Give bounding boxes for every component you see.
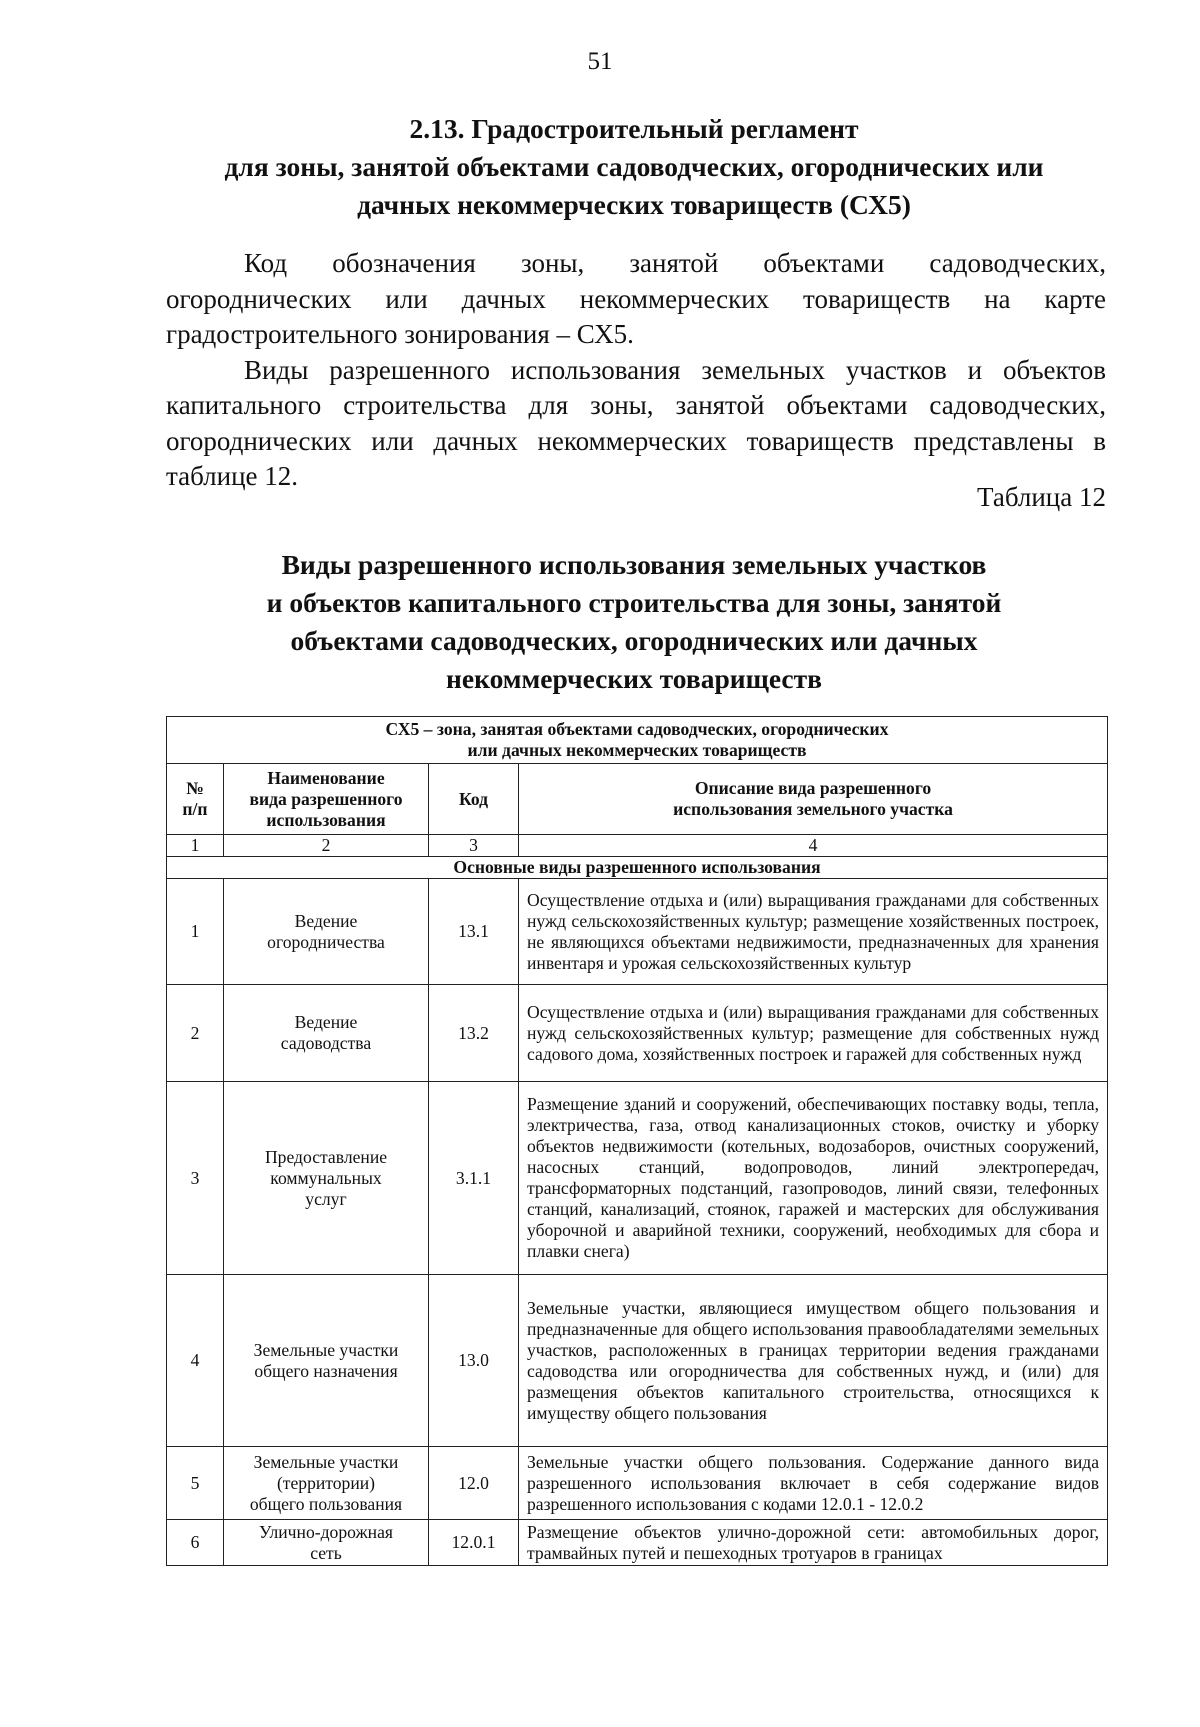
table-title-line: объектами садоводческих, огороднических или дачных [290, 625, 978, 656]
row-name-line: Земельные участки [253, 1339, 399, 1360]
row-description: Осуществление отдыха и (или) выращивания гражданами для собственных нужд сельскохозяйственных культур; размещение хозяйственных построек, не являющихся объектами недвижимости, предназначенных для хранения инвентаря и урожая сельскохозяйственных культур [519, 879, 1108, 985]
row-name-line: садоводства [280, 1033, 372, 1053]
zone-header-line: СХ5 – зона, занятая объектами садоводческих, огороднических [385, 719, 889, 739]
row-description: Размещение зданий и сооружений, обеспечивающих поставку воды, тепла, электричества, газа, отвод канализационных стоков, очистку и уборку объектов недвижимости (котельных, водозаборов, очистных сооружений, насосных станций, водопроводов, линий электропередач, трансформаторных подстанций, газопроводов, линий связи, телефонных станций, канализаций, стоянок, гаражей и мастерских для обслуживания уборочной и аварийной техники, сооружений, необходимых для сбора и плавки снега) [519, 1082, 1108, 1275]
zone-header-row [167, 717, 1108, 764]
header-line: вида разрешенного [249, 788, 403, 809]
row-code: 13.1 [429, 879, 519, 985]
column-number: 4 [519, 835, 1108, 857]
row-name-line: коммунальных [270, 1167, 382, 1188]
header-line: п/п [182, 799, 208, 819]
header-line: Код [458, 788, 489, 809]
row-name-line: (территории) [276, 1472, 376, 1493]
row-code: 12.0 [429, 1447, 519, 1520]
column-number: 3 [429, 835, 519, 857]
row-name [224, 879, 429, 985]
header-line: Описание вида разрешенного [694, 778, 932, 798]
group-label: Основные виды разрешенного использования [167, 857, 1108, 879]
column-header-description [519, 764, 1108, 835]
row-number: 3 [167, 1082, 224, 1275]
column-number: 2 [224, 835, 429, 857]
row-number: 6 [167, 1520, 224, 1566]
header-line: Наименование [267, 767, 385, 788]
paragraph-zone-code: Код обозначения зоны, занятой объектами садоводческих, огороднических или дачных некоммерческих товариществ на карте градостроительного зонирования – СХ5. [166, 248, 1106, 349]
column-number: 1 [167, 835, 224, 857]
row-name-line: общего пользования [249, 1493, 403, 1514]
row-name [224, 1275, 429, 1447]
column-number-row [167, 835, 1108, 857]
table-title-line: и объектов капитального строительства для зоны, занятой [266, 587, 1002, 618]
row-number: 4 [167, 1275, 224, 1447]
page-number: 51 [587, 48, 613, 75]
header-line: № [186, 778, 204, 798]
row-number: 1 [167, 879, 224, 985]
row-name-line: Ведение [294, 910, 358, 931]
header-line: использования [266, 809, 386, 830]
table-title-line: некоммерческих товариществ [446, 663, 822, 694]
row-name [224, 1082, 429, 1275]
column-header-name [224, 764, 429, 835]
paragraph-permitted-uses: Виды разрешенного использования земельных участков и объектов капитального строительства для зоны, занятой объектами садоводческих, огороднических или дачных некоммерческих товариществ представлены в таблице 12. [166, 354, 1106, 491]
row-name-line: Улично-дорожная [259, 1521, 393, 1542]
section-title-line: для зоны, занятой объектами садоводческих, огороднических или [224, 151, 1044, 182]
row-number: 5 [167, 1447, 224, 1520]
column-header-code [429, 764, 519, 835]
row-number: 2 [167, 985, 224, 1082]
row-description: Осуществление отдыха и (или) выращивания гражданами для собственных нужд сельскохозяйственных культур; размещение для собственных нужд садового дома, хозяйственных построек и гаражей для собственных нужд [519, 985, 1108, 1082]
table-row [167, 1275, 1108, 1447]
row-name-line: услуг [305, 1188, 347, 1209]
table-title-line: Виды разрешенного использования земельных участков [281, 549, 987, 580]
row-name-line: Ведение [294, 1012, 358, 1032]
row-name [224, 1520, 429, 1566]
row-name-line: сеть [310, 1542, 342, 1563]
section-title-line: 2.13. Градостроительный регламент [409, 113, 859, 144]
table-title [160, 546, 1108, 698]
row-name-line: Земельные участки [253, 1451, 399, 1472]
row-name-line: общего назначения [254, 1360, 398, 1381]
row-name [224, 1447, 429, 1520]
table-row [167, 1082, 1108, 1275]
row-code: 12.0.1 [429, 1520, 519, 1566]
table-row [167, 985, 1108, 1082]
section-title-line: дачных некоммерческих товариществ (СХ5) [357, 189, 911, 220]
zone-header-cell [167, 717, 1108, 764]
zone-header-line: или дачных некоммерческих товариществ [467, 740, 807, 760]
row-code: 3.1.1 [429, 1082, 519, 1275]
header-line: использования земельного участка [673, 799, 953, 819]
group-row [167, 857, 1108, 879]
table-row [167, 1447, 1108, 1520]
row-name [224, 985, 429, 1082]
row-name-line: Предоставление [264, 1146, 388, 1167]
table-row [167, 879, 1108, 985]
body-paragraphs [166, 246, 1106, 495]
table-row [167, 1520, 1108, 1566]
column-header-row [167, 764, 1108, 835]
row-code: 13.0 [429, 1275, 519, 1447]
permitted-use-table [166, 716, 1108, 1566]
row-description: Размещение объектов улично-дорожной сети: автомобильных дорог, трамвайных путей и пешеходных тротуаров в границах [519, 1520, 1108, 1566]
row-description: Земельные участки, являющиеся имуществом общего пользования и предназначенные для общего использования правообладателями земельных участков, расположенных в границах территории ведения гражданами садоводства или огородничества для собственных нужд, и (или) для размещения объектов капитального строительства, относящихся к имуществу общего пользования [519, 1275, 1108, 1447]
row-name-line: огородничества [267, 931, 385, 952]
row-description: Земельные участки общего пользования. Содержание данного вида разрешенного использования включает в себя содержание видов разрешенного использования с кодами 12.0.1 - 12.0.2 [519, 1447, 1108, 1520]
column-header-number [167, 764, 224, 835]
section-title [160, 110, 1108, 224]
table-caption: Таблица 12 [977, 482, 1106, 512]
row-code: 13.2 [429, 985, 519, 1082]
